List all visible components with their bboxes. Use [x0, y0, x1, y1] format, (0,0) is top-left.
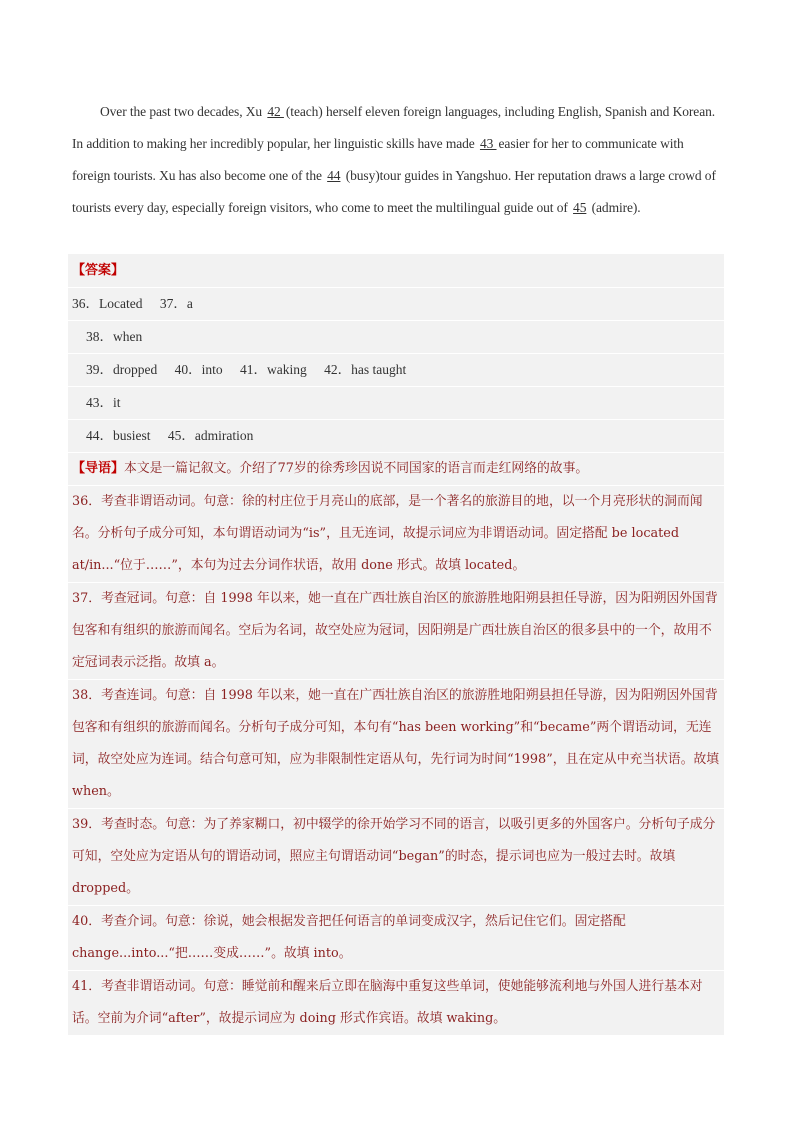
- explanation-39: 39．考查时态。句意：为了养家糊口，初中辍学的徐开始学习不同的语言，以吸引更多的外国客户。分析句子成分可知，空处应为定语从句的谓语动词，照应主句谓语动词“began”的时态，提示词也应为一般过去时。故填 dropped。: [68, 809, 724, 906]
- passage-text: easier for her to communicate with foreign tourists. Xu has also become one of the: [72, 136, 684, 183]
- blank-45: 45: [573, 200, 587, 215]
- blank-43: 43: [479, 136, 497, 151]
- blank-42: 42: [267, 104, 284, 119]
- answer-item: 41．waking: [240, 362, 307, 377]
- passage-text: (busy)tour guides in Yangshuo. Her reputation draws a large crowd of tourists every day, especially foreign visitors, who come to meet the multilingual guide out of: [72, 168, 716, 215]
- guide-paragraph: [68, 453, 724, 486]
- answer-row: [68, 321, 724, 354]
- answer-item: 36．Located: [72, 296, 143, 311]
- explanation-38: 38．考查连词。句意：自 1998 年以来，她一直在广西壮族自治区的旅游胜地阳朔县担任导游，因为阳朔因外国背包客和有组织的旅游而闻名。分析句子成分可知，本句有“has been working”和“became”两个谓语动词，无连词，故空处应为连词。结合句意可知，应为非限制性定语从句，先行词为时间“1998”，且在定从中充当状语。故填 when。: [68, 680, 724, 809]
- answer-item: 43．it: [86, 395, 121, 410]
- reading-passage: [72, 96, 724, 224]
- answer-header-row: [68, 254, 724, 288]
- answer-row: [68, 420, 724, 453]
- answer-section: [68, 254, 724, 1036]
- passage-text: (admire).: [588, 200, 641, 215]
- blank-44: 44: [327, 168, 341, 183]
- explanation-36: 36．考查非谓语动词。句意：徐的村庄位于月亮山的底部，是一个著名的旅游目的地，以一个月亮形状的洞而闻名。分析句子成分可知，本句谓语动词为“is”，且无连词，故提示词应为非谓语动词。固定搭配 be located at/in...“位于……”，本句为过去分词作状语，故用 done 形式。故填 located。: [68, 486, 724, 583]
- answer-row: [68, 354, 724, 387]
- explanation-41: 41．考查非谓语动词。句意：睡觉前和醒来后立即在脑海中重复这些单词，使她能够流利地与外国人进行基本对话。空前为介词“after”，故提示词应为 doing 形式作宾语。故填 waking。: [68, 971, 724, 1036]
- passage-paragraph: [72, 96, 724, 224]
- answer-row: [68, 288, 724, 321]
- guide-label: 【导语】: [72, 461, 125, 476]
- explanation-37: 37．考查冠词。句意：自 1998 年以来，她一直在广西壮族自治区的旅游胜地阳朔县担任导游，因为阳朔因外国背包客和有组织的旅游而闻名。空后为名词，故空处应为冠词，因阳朔是广西壮族自治区的很多县中的一个，故用不定冠词表示泛指。故填 a。: [68, 583, 724, 680]
- passage-text: Over the past two decades, Xu: [100, 104, 266, 119]
- guide-text: 本文是一篇记叙文。介绍了77岁的徐秀珍因说不同国家的语言而走红网络的故事。: [124, 461, 589, 476]
- explanation-40: 40．考查介词。句意：徐说，她会根据发音把任何语言的单词变成汉字，然后记住它们。固定搭配 change...into...“把……变成……”。故填 into。: [68, 906, 724, 971]
- answer-header: 【答案】: [72, 263, 125, 278]
- answer-item: 44．busiest: [86, 428, 151, 443]
- answer-row: [68, 387, 724, 420]
- answer-item: 42．has taught: [324, 362, 407, 377]
- answer-item: 45．admiration: [167, 428, 254, 443]
- passage-text: (teach) herself eleven foreign languages, including English, Spanish and Korean. In addition to making her incredibly popular, her linguistic skills have made: [72, 104, 716, 151]
- answer-item: 37．a: [159, 296, 193, 311]
- answer-item: 39．dropped: [86, 362, 158, 377]
- answer-item: 38．when: [86, 329, 143, 344]
- answer-item: 40．into: [174, 362, 223, 377]
